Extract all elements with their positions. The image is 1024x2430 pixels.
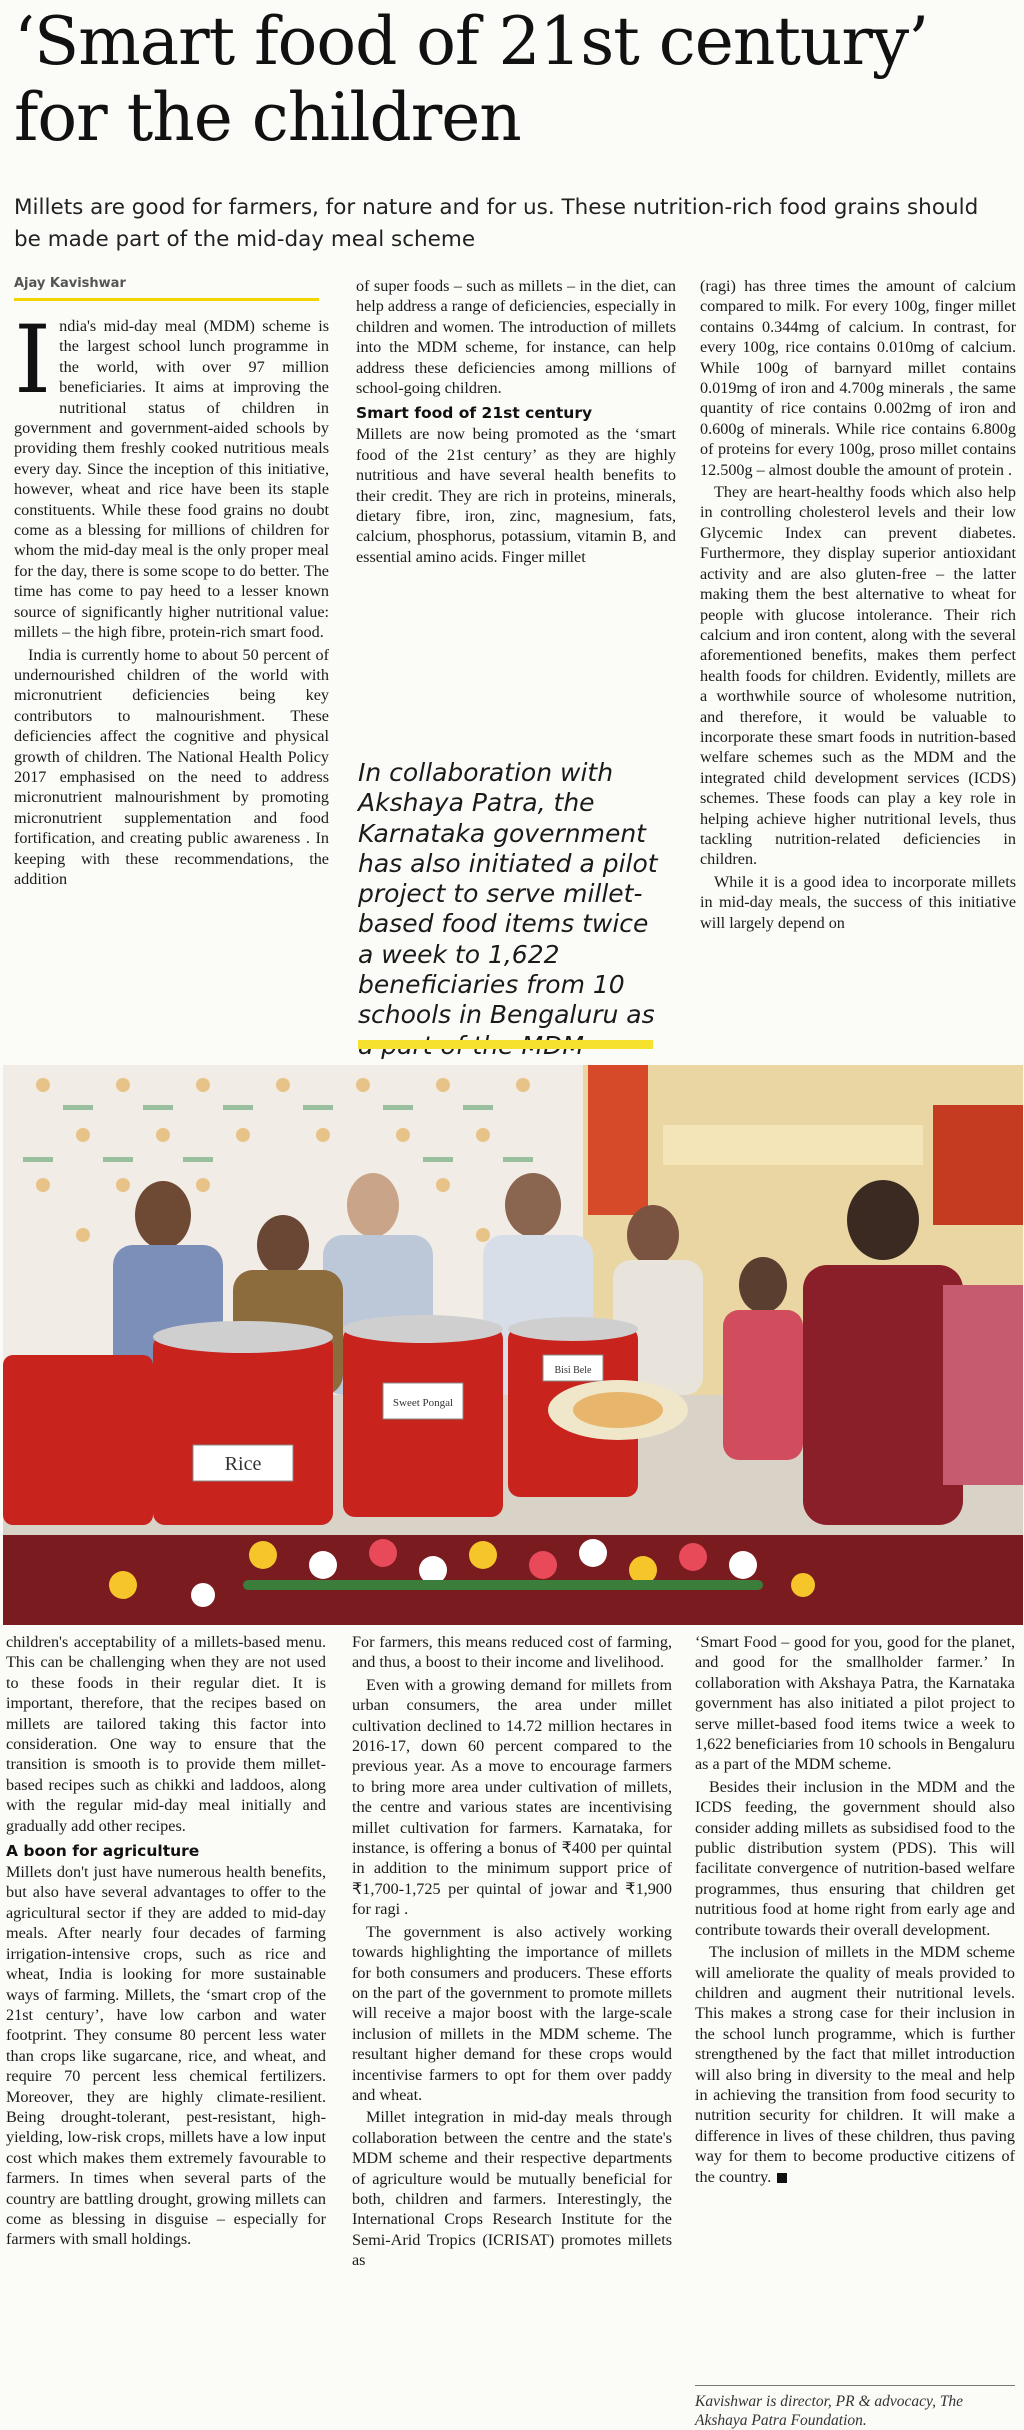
- pull-quote: In collaboration with Akshaya Patra, the Karnataka government has also initiated a pilot project to serve millet-based food items twice a week to 1,622 beneficiaries from 10 schools in Bengaluru as: [358, 758, 658, 1030]
- end-mark: [777, 2173, 787, 2183]
- drop-cap: I: [14, 306, 52, 415]
- photo-illustration: [3, 1065, 1023, 1625]
- column-6-paragraph-2: Besides their inclusion in the MDM and the ICDS feeding, the government should also consider adding millets as subsidised food to the public distribution system (PDS). This will facilitate convergence of nutrition-based welfare programmes, thus ensuring that children get nutritious food at home right from early age and contribute towards their overall development.: [695, 1777, 1015, 1939]
- column-3-paragraph-2: They are heart-healthy foods which also help in controlling cholesterol levels and their low Glycemic Index can prevent diabetes. Furthermore, they display superior antioxidant activity and are also gluten-free – the latter making them the best alternative to wheat for people with glucose intolerance. Their rich calcium and iron content, along with the several aforementioned benefits, makes them perfect health foods for children. Evidently, millets are a worthwhile source of wholesome nutrition, and therefore, it would be valuable to incorporate these smart foods in nutrition-based welfare schemes such as the MDM and the integrated child development services (ICDS) schemes. These foods can play a key role in helping achieve higher nutritional levels, thus tackling nutrition-related deficiencies in children.: [700, 483, 1016, 869]
- column-6: [695, 1632, 1015, 2377]
- column-3-paragraph-3: While it is a good idea to incorporate millets in mid-day meals, the success of this initiative will largely depend on: [700, 872, 1016, 932]
- column-2-paragraph-1: of super foods – such as millets – in the diet, can help address a range of deficiencies, especially in children and women. The introduction of millets into the MDM scheme, for instance, can help address these deficiencies among millions of school-going children.: [356, 277, 677, 398]
- headline-line-1: ‘Smart food of 21st century’: [14, 3, 929, 80]
- column-1: [14, 306, 329, 1061]
- column-1-paragraph-2: India is currently home to about 50 percent of undernourished children of the world with micronutrient deficiencies being key contributors to malnourishment. These deficiencies affect the cognitive and physical growth of children. The National Health Policy 2017 emphasised on the need to address micronutrient malnourishment by promoting micronutrient supplementation and food fortification, and creating public awareness . In keeping with these recommendations, the addition: [14, 645, 329, 888]
- column-6-paragraph-3: The inclusion of millets in the MDM scheme will ameliorate the quality of meals provided to children and augment their nutritional levels. This makes a strong case for their inclusion in the school lunch programme, which is further strengthened by the fact that millet introduction will also bring in diversity to the meal and help in achieving the transition from food security to nutrition security for children. It will make a difference in lives of these children, thus paving way for them to become productive citizens of the country.: [695, 1943, 1015, 2186]
- byline-rule: [14, 298, 319, 301]
- column-4-paragraph-1: children's acceptability of a millets-based menu. This can be challenging when they are not used to these foods in their regular diet. It is important, therefore, that the recipes based on millets are tailored taking this factor into consideration. One way to ensure that the transition is smooth is to provide them millet-based recipes such as chikki and laddoos, along with the regular mid-day meal initially and gradually add other recipes.: [6, 1633, 326, 1835]
- pull-quote-rule: [358, 1040, 653, 1049]
- column-3-paragraph-1: (ragi) has three times the amount of calcium compared to milk. For every 100g, finger millet contains 0.344mg of calcium. In contrast, for every 100g, rice contains 0.010mg of calcium. While 100g of barnyard millet contains 0.019mg of iron and 4.700g minerals , the same quantity of rice contains 0.002mg of iron and 0.600g of minerals. While rice contains 6.800g of proteins for every 100g, proso millet contains 12.500g – almost double the amount of protein .: [700, 277, 1016, 479]
- column-5: [352, 1632, 672, 2427]
- column-6-paragraph-1: ‘Smart Food – good for you, good for the planet, and good for the smallholder farmer.’ In collaboration with Akshaya Patra, the Karnataka government has also initiated a pilot project to serve millet-based food items twice a week to 1,622 beneficiaries from 10 schools in Bengaluru as a part of the MDM scheme.: [695, 1633, 1015, 1774]
- pot-label-rice: Rice: [224, 1453, 262, 1475]
- author-credit: Kavishwar is director, PR & advocacy, The Akshaya Patra Foundation.: [695, 2385, 1015, 2430]
- subhead-smart-food: Smart food of 21st century: [356, 404, 593, 423]
- column-3: [700, 276, 1016, 1061]
- pot-label-bisi-bele: Bisi Bele: [554, 1365, 592, 1376]
- article-photo: [3, 1065, 1023, 1625]
- column-5-paragraph-4: Millet integration in mid-day meals through collaboration between the centre and the state's MDM scheme and their respective departments of agriculture would be mutually beneficial for both, children and farmers. Interestingly, the International Crops Research Institute for the Semi-Arid Tropics (ICRISAT) promotes millets as: [352, 2108, 672, 2270]
- headline-line-2: for the children: [14, 79, 521, 156]
- column-2: [356, 276, 677, 566]
- column-5-paragraph-3: The government is also actively working towards highlighting the importance of millets for both consumers and producers. These efforts on the part of the government to promote millets will receive a major boost with the large-scale inclusion of millets in the MDM scheme. The resultant higher demand for these crops would incentivise farmers to opt for them over paddy and wheat.: [352, 1922, 672, 2104]
- column-1-paragraph-1: India's mid-day meal (MDM) scheme is the largest school lunch programme in the world, with over 97 million beneficiaries. It aims at improving the nutritional status of children in government and government-aided schools by providing them freshly cooked nutritious meals every day. Since the inception of this initiative, however, wheat and rice have been its staple constituents. While these food grains no doubt come as a blessing for millions of children for whom the mid-day meal is the only proper meal for the day, there is some scope to do better. The time has come to pay heed to a lesser known source of significantly higher nutritional value: millets – the high fibre, protein-rich smart food.: [14, 306, 329, 642]
- column-5-paragraph-1: For farmers, this means reduced cost of farming, and thus, a boost to their income and livelihood.: [352, 1633, 672, 1672]
- pot-sweet-pongal: [343, 1327, 503, 1517]
- column-4: [6, 1632, 326, 2427]
- column-4-paragraph-2: Millets don't just have numerous health benefits, but also have several advantages to offer to the agricultural sector if they are added to mid-day meals. After nearly four decades of farming irrigation-intensive crops, such as rice and wheat, India is looking for more sustainable ways of farming. Millets, the ‘smart crop of the 21st century’, have low carbon and water footprint. They consume 80 percent less water than crops like sugarcane, rice, and wheat, and require 70 percent less chemical fertilizers. Moreover, they are highly climate-resilient. Being drought-tolerant, pest-resistant, high-yielding, low-risk crops, millets have a low input cost which makes them extremely favourable to farmers. In times when several parts of the country are battling drought, growing millets can come as blessing in disguise – especially for farmers with small holdings.: [6, 1863, 326, 2249]
- subhead-boon-for-agriculture: A boon for agriculture: [6, 1842, 200, 1861]
- byline: Ajay Kavishwar: [14, 276, 126, 291]
- pot-label-sweet-pongal: Sweet Pongal: [392, 1397, 454, 1409]
- headline: [14, 4, 1014, 156]
- column-5-paragraph-2: Even with a growing demand for millets from urban consumers, the area under millet cultivation declined to 14.72 million hectares in 2016-17, down 60 percent compared to the previous year. As a move to encourage farmers to bring more area under cultivation of millets, the centre and various states are incentivising millet cultivation for farmers. Karnataka, for instance, is offering a bonus of ₹400 per quintal in addition to the minimum support price of ₹1,700-1,725 per quintal of jowar and ₹1,900 for ragi .: [352, 1675, 672, 1919]
- pot-rice: [153, 1335, 333, 1525]
- standfirst: Millets are good for farmers, for nature and for us. These nutrition-rich food grains should be made part of the mid-day meal scheme: [14, 195, 979, 252]
- column-2-paragraph-2: Millets are now being promoted as the ‘smart food of the 21st century’ as they are highly nutritious and have several health benefits to their credit. They are rich in proteins, minerals, dietary fibre, iron, zinc, magnesium, fats, calcium, phosphorus, potassium, vitamin B, and essential amino acids. Finger millet: [356, 425, 676, 566]
